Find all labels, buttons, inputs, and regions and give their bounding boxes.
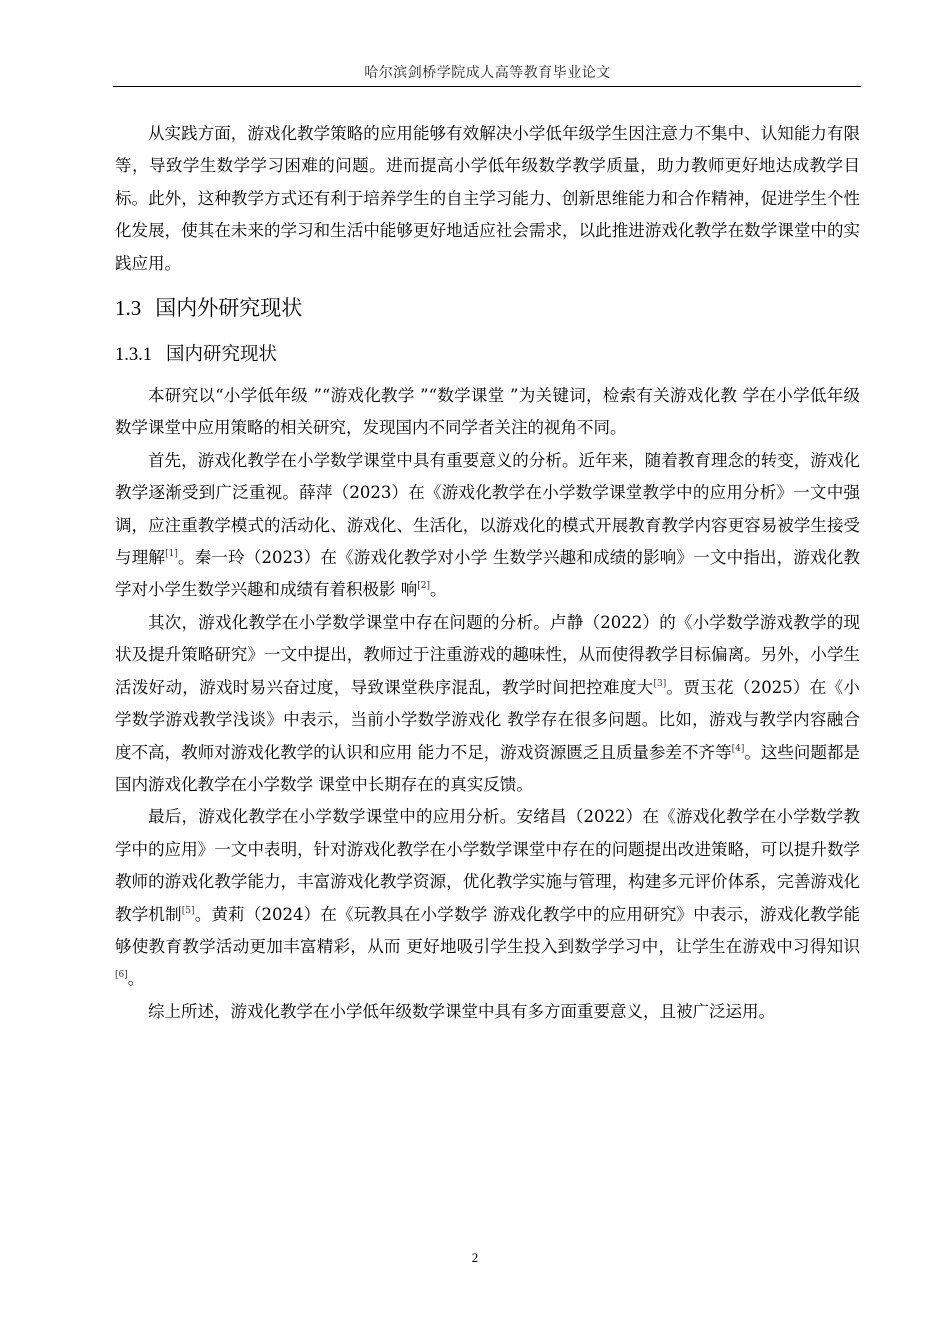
paragraph-text: 。秦一玲（2023）在《游戏化教学对小学 生数学兴趣和成绩的影响》一文中指出，游戏化教学对小学生数学兴趣和成绩有着积极影 响 [115, 548, 860, 600]
header-divider [113, 86, 861, 87]
page-body [115, 118, 860, 1028]
section-title: 国内外研究现状 [155, 296, 303, 321]
paragraph-text: 首先，游戏化教学在小学数学课堂中具有重要意义的分析。近年来，随着教育理念的转变，游戏化教学逐渐受到广泛重视。薛萍（2023）在《游戏化教学在小学数学课堂教学中的应用分析》一文中强调，应注重教学模式的活动化、游戏化、生活化，以游戏化的模式开展教育教学内容更容易被学生接受与理解 [115, 450, 860, 568]
paragraph-problems [115, 607, 860, 801]
citation-link[interactable]: [1] [165, 549, 178, 560]
paragraph-applications [115, 801, 860, 995]
section-number: 1.3 [115, 296, 142, 321]
subsection-title: 国内研究现状 [166, 344, 278, 366]
paragraph-text: 最后，游戏化教学在小学数学课堂中的应用分析。安绪昌（2022）在《游戏化教学在小学数学教学中的应用》一文中表明，针对游戏化教学在小学数学课堂中存在的问题提出改进策略，可以提升数学教师的游戏化教学能力，丰富游戏化教学资源，优化教学实施与管理，构建多元评价体系，完善游戏化教学机制 [115, 807, 860, 924]
subsection-number: 1.3.1 [115, 345, 152, 366]
paragraph-text: 。这些问题都是国内游戏化教学在小学数学 课堂中长期存在的真实反馈。 [115, 742, 860, 794]
citation-link[interactable]: [6] [115, 970, 128, 981]
paragraph-text: 。 [127, 969, 145, 989]
citation-link[interactable]: [5] [181, 905, 195, 916]
subsection-heading [115, 332, 860, 378]
citation-link[interactable]: [3] [653, 678, 667, 689]
paragraph-keywords: 本研究以“小学低年级 ”“游戏化教学 ”“数学课堂 ”为关键词，检索有关游戏化教 学在小学低年级数学课堂中应用策略的相关研究，发现国内不同学者关注的视角不同。 [115, 386, 860, 438]
page-number: 2 [471, 1250, 479, 1265]
paragraph-text: 。贾玉花（2025）在《小学数学游戏教学浅谈》中表示，当前小学数学游戏化 教学存在很多问题。比如，游戏与教学内容融合度不高，教师对游戏化教学的认识和应用 能力不足，游戏资源匮乏且质量参差不齐等 [115, 677, 860, 762]
paragraph-practice: 从实践方面，游戏化教学策略的应用能够有效解决小学低年级学生因注意力不集中、认知能力有限等，导致学生数学学习困难的问题。进而提高小学低年级数学教学质量，助力教师更好地达成教学目标。此外，这种教学方式还有利于培养学生的自主学习能力、创新思维能力和合作精神，促进学生个性化发展，使其在未来的学习和生活中能够更好地适应社会需求，以此推进游戏化教学在数学课堂中的实践应用。 [115, 124, 860, 273]
paragraph-significance [115, 445, 860, 607]
paragraph-text: 其次，游戏化教学在小学数学课堂中存在问题的分析。卢静（2022）的《小学数学游戏教学的现状及提升策略研究》一文中提出，教师过于注重游戏的趣味性，从而使得教学目标偏离。另外，小学生活泼好动，游戏时易兴奋过度，导致课堂秩序混乱，教学时间把控难度大 [115, 612, 860, 697]
section-heading [115, 284, 860, 332]
running-header: 哈尔滨剑桥学院成人高等教育毕业论文 [364, 65, 611, 81]
citation-link[interactable]: [4] [731, 743, 745, 754]
paragraph-text: 。 [430, 580, 447, 600]
paragraph-summary: 综上所述，游戏化教学在小学低年级数学课堂中具有多方面重要意义，且被广泛运用。 [148, 1001, 775, 1021]
citation-link[interactable]: [2] [417, 581, 430, 592]
paragraph-text: 。黄莉（2024）在《玩教具在小学数学 游戏化教学中的应用研究》中表示，游戏化教学能够使教育教学活动更加丰富精彩，从而 更好地吸引学生投入到数学学习中，让学生在游戏中习得知识 [115, 904, 860, 956]
